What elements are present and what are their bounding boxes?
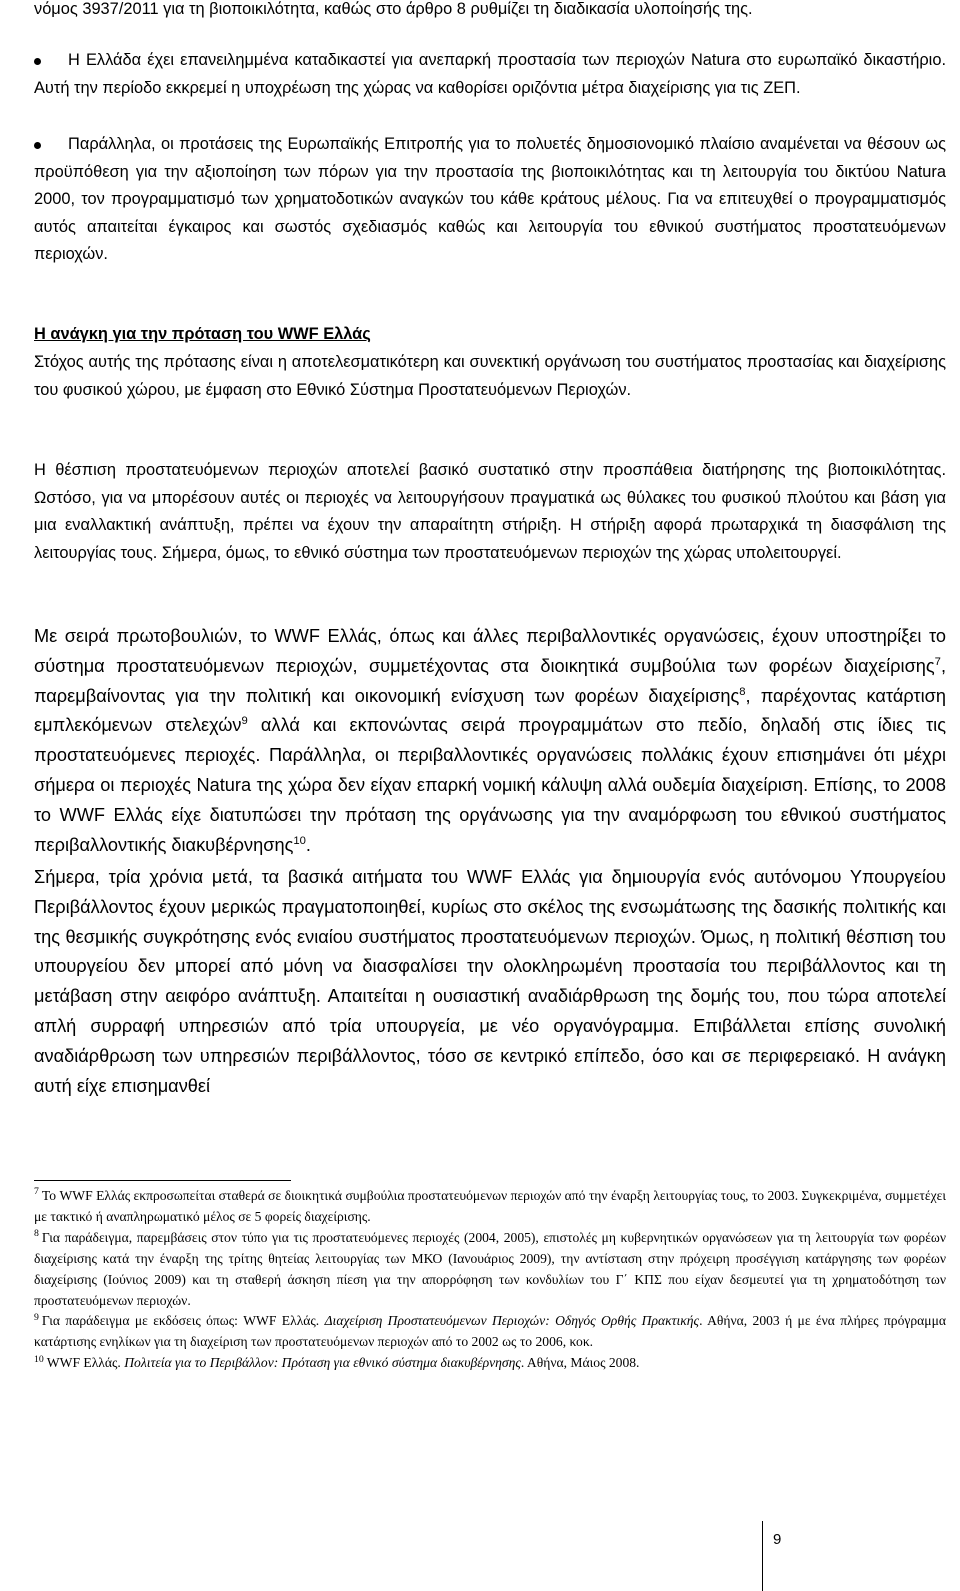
footnote-text: . Αθήνα, 2003 ή με ένα πλήρες πρόγραμμα κατάρτισης ενηλίκων για τη διαχείριση των προστατευόμενων περιοχών από το 2002 ως το 2006, κοκ. (34, 1313, 946, 1350)
text-span: Με σειρά πρωτοβουλιών, το WWF Ελλάς, όπως και άλλες περιβαλλοντικές οργανώσεις, έχουν υποστηρίξει το σύστημα προστατευόμενων περιοχών, συμμετέχοντας στα διοικητικά συμβούλια των φορέων διαχείρισης (34, 626, 946, 676)
bullet-item (34, 47, 946, 102)
bullet-item (34, 131, 946, 269)
footnote-text: Για παράδειγμα, παρεμβάσεις στον τύπο για τις προστατευόμενες περιοχές (2004, 2005), επιστολές μη κυβερνητικών οργανώσεων για τη λειτουργία των φορέων διαχείρισης κατά την έναρξη της τρίτης θητείας λειτουργίας των ΜΚΟ (Ιανουάριος 2009), την αντίσταση στην πρόχειρη προσέγγιση κατάργησης των φορέων διαχείρισης (Ιούνιος 2009) και τη σταθερή άσκηση πίεση για την απορρόφηση των κονδυλίων του Γ΄ ΚΠΣ που είχαν δεσμευτεί για τη χρηματοδότηση των προστατευόμενων περιοχών. (34, 1229, 946, 1308)
footnote-number: 9 (34, 1311, 39, 1323)
footnote-ref-8[interactable]: 8 (739, 685, 746, 698)
footnote-ref-10[interactable]: 10 (293, 834, 306, 847)
footnote-text: Το WWF Ελλάς εκπροσωπείται σταθερά σε διοικητικά συμβούλια προστατευόμενων περιοχών από την έναρξη λειτουργίας τους, το 2003. Συγκεκριμένα, συμμετέχει με τακτικό ή αναπληρωματικό μέλος σε 5 φορείς διαχείρισης. (34, 1188, 946, 1224)
footnote-text: Για παράδειγμα με εκδόσεις όπως: WWF Ελλάς. (41, 1313, 325, 1329)
initiatives-paragraph (34, 622, 946, 860)
bullet-text: Η Ελλάδα έχει επανειλημμένα καταδικαστεί για ανεπαρκή προστασία των περιοχών Natura στο ευρωπαϊκό δικαστήριο. Αυτή την περίοδο εκκρεμεί η υποχρέωση της χώρας να καθορίσει οριζόντια μέτρα διαχείρισης για τις ΖΕΠ. (34, 51, 946, 97)
body-paragraph: Η θέσπιση προστατευόμενων περιοχών αποτελεί βασικό συστατικό στην προσπάθεια διατήρησης της βιοποικιλότητας. Ωστόσο, για να μπορέσουν αυτές οι περιοχές να λειτουργήσουν πραγματικά ως θύλακες του φυσικού πλούτου και βάση για μια εναλλακτική ανάπτυξη, πρέπει να έχουν την απαραίτητη στήριξη. Η στήριξη αφορά πρωταρχικά τη διασφάλιση της λειτουργίας τους. Σήμερα, όμως, το εθνικό σύστημα των προστατευόμενων περιοχών της χώρας υπολειτουργεί. (34, 461, 946, 562)
lead-paragraph: νόμος 3937/2011 για τη βιοποικιλότητα, καθώς στο άρθρο 8 ρυθμίζει τη διαδικασία υλοποίησής της. (34, 0, 753, 18)
footnote-citation-title: Διαχείριση Προστατευόμενων Περιοχών: Οδηγός Ορθής Πρακτικής (324, 1313, 700, 1329)
text-span: αλλά και εκπονώντας σειρά προγραμμάτων στο πεδίο, δηλαδή στις ίδιες τις προστατευόμενες περιοχές. Παράλληλα, οι περιβαλλοντικές οργανώσεις πολλάκις έχουν επισημάνει ότι μέχρι σήμερα οι περιοχές Natura της χώρα δεν είχαν επαρκή νομική κάλυψη αλλά ουδεμία διαχείριση. Επίσης, το 2008 το WWF Ελλάς είχε διατυπώσει την πρόταση της οργάνωσης για την αναμόρφωση του εθνικού συστήματος περιβαλλοντικής διακυβέρνησης (34, 715, 946, 855)
footnote-ref-7[interactable]: 7 (934, 655, 941, 668)
footnote-text: WWF Ελλάς. (46, 1355, 125, 1371)
text-span: . (305, 834, 311, 855)
footnote-citation-title: Πολιτεία για το Περιβάλλον: Πρόταση για εθνικό σύστημα διακυβέρνησης (124, 1355, 521, 1371)
section-heading: Η ανάγκη για την πρόταση του WWF Ελλάς (34, 325, 371, 343)
ministry-paragraph: Σήμερα, τρία χρόνια μετά, τα βασικά αιτήματα του WWF Ελλάς για δημιουργία ενός αυτόνομου Υπουργείου Περιβάλλοντος έχουν μερικώς πραγματοποιηθεί, κυρίως στο σκέλος της ενσωμάτωσης της δασικής πολιτικής και της θεσμικής συγκρότησης ενός ενιαίου συστήματος προστατευόμενων περιοχών. Όμως, η πολιτική θέσπιση του υπουργείου δεν μπορεί από μόνη να διασφαλίσει την ολοκληρωμένη προστασία του περιβάλλοντος και τη μετάβαση στην αειφόρο ανάπτυξη. Απαιτείται η ουσιαστική αναδιάρθρωση της δομής του, που τώρα αποτελεί απλή συρραφή υπηρεσιών από τρία υπουργεία, με νέο οργανόγραμμα. Επιβάλλεται επίσης συνολική αναδιάρθρωση των υπηρεσιών περιβάλλοντος, τόσο σε κεντρικό επίπεδο, όσο και σε περιφερειακό. Η ανάγκη αυτή είχε επισημανθεί (34, 867, 946, 1096)
footnote-ref-9[interactable]: 9 (241, 715, 248, 728)
page-number-divider (762, 1521, 763, 1591)
footnote-9 (34, 1311, 946, 1353)
footnotes (34, 1186, 946, 1374)
footnote-separator (34, 1180, 291, 1181)
bullet-text: Παράλληλα, οι προτάσεις της Ευρωπαϊκής Επιτροπής για το πολυετές δημοσιονομικό πλαίσιο αναμένεται να θέσουν ως προϋπόθεση για την αξιοποίηση των πόρων για την προστασία της βιοποικιλότητας και τη λειτουργία του δικτύου Natura 2000, τον προγραμματισμό των χρηματοδοτικών αναγκών του κάθε κράτους μέλους. Για να επιτευχθεί ο προγραμματισμός αυτός απαιτείται έγκαιρος και σωστός σχεδιασμός καθώς και λειτουργία του εθνικού συστήματος προστατευόμενων περιοχών. (34, 135, 946, 264)
footnote-7 (34, 1186, 946, 1228)
footnote-number: 7 (34, 1186, 39, 1198)
page-number: 9 (773, 1531, 782, 1548)
footnote-10 (34, 1353, 946, 1374)
footnote-number: 8 (34, 1228, 39, 1240)
footnote-text: . Αθήνα, Μάιος 2008. (520, 1355, 640, 1371)
intro-paragraph: Στόχος αυτής της πρότασης είναι η αποτελεσματικότερη και συνεκτική οργάνωση του συστήματος προστασίας και διαχείρισης του φυσικού χώρου, με έμφαση στο Εθνικό Σύστημα Προστατευόμενων Περιοχών. (34, 353, 946, 399)
text-span: , παρέχοντας κατάρτιση εμπλεκόμενων στελεχών (34, 685, 946, 736)
text-span: , παρεμβαίνοντας για την πολιτική και οικονομική ενίσχυση των φορέων διαχείρισης (34, 655, 946, 706)
footnote-8 (34, 1228, 946, 1312)
footnote-number: 10 (34, 1353, 44, 1365)
